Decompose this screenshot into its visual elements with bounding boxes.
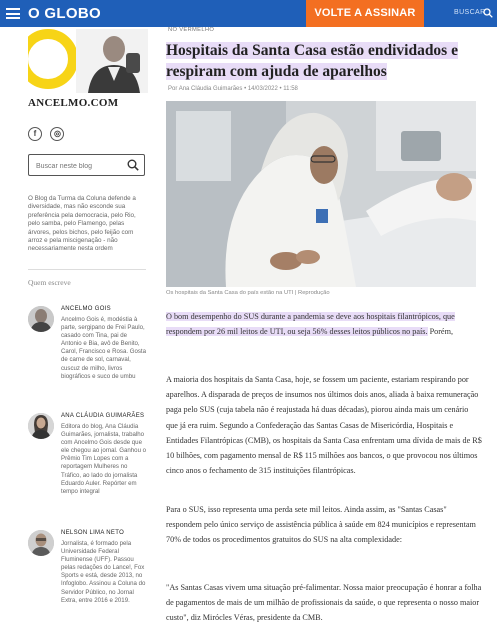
article-paragraph: "As Santas Casas vivem uma situação pré-falimentar. Nossa maior preocupação é honrar a folha de pagamentos de mais de um milhão de profissionais da saúde, o que representa o nosso maior custo", diz Mirócles Véras, presidente da CMB.	[166, 583, 482, 623]
article-lead	[166, 309, 482, 339]
blog-search-input[interactable]	[29, 157, 124, 177]
article-tag[interactable]: NO VERMELHO	[168, 27, 215, 33]
header-search-label[interactable]: BUSCAR	[454, 9, 486, 16]
article-headline	[166, 40, 476, 82]
lead-rest: Porém,	[427, 327, 453, 337]
author-name[interactable]: ANA CLÁUDIA GUIMARÃES	[61, 413, 145, 419]
author-photo[interactable]	[28, 530, 54, 556]
author-card	[28, 413, 148, 523]
sidebar-divider	[28, 269, 146, 270]
blog-description: O Blog da Turma da Coluna defende a diversidade, mas não esconde sua preferência pela democracia, pelo Rio, pelo samba, pelo Flamengo, pelas árvores, pelos bichos, pelo feijão com arroz e pela miscigenação - não necessariamente nesta ordem	[28, 195, 136, 253]
blog-name[interactable]: ANCELMO.COM	[28, 97, 119, 109]
article-hero-image	[166, 101, 476, 287]
search-icon[interactable]	[127, 159, 139, 171]
author-bio: Ancelmo Gois é, modéstia à parte, sergipano de Frei Paulo, casado com Tina, pai de Antonio e Bia, avô de Benito, Carol, Francisco e Rosa. Gosta de carne de sol, carnaval, cuscuz de milho, livros biográficos e suco de umbu	[61, 316, 147, 380]
article-byline	[168, 86, 298, 92]
author-bio: Jornalista, é formado pela Universidade Federal Fluminense (UFF). Passou pelas redações do Lance!, Fox Sports e está, desde 2013, no Infoglobo. Assinou a Coluna do Servidor Público, no Jornal Extra, entre 2016 e 2019.	[61, 540, 146, 604]
image-caption: Os hospitais da Santa Casa do país estão na UTI | Reprodução	[166, 290, 330, 296]
author-name[interactable]: NELSON LIMA NETO	[61, 530, 125, 536]
instagram-icon[interactable]: ◎	[50, 127, 64, 141]
article-paragraph: A maioria dos hospitais da Santa Casa, hoje, se fossem um paciente, estariam respirando por aparelhos. A disparada de preços de insumos nos últimos dois anos, aliada à baixa remuneração paga pelo SUS (cuja tabela não é reajustada há duas décadas), piorou ainda mais um cenário que já era ruim. Segundo a Confederação das Santas Casas de Misericórdia, Hospitais e Entidades Filantrópicas (CMB), os hospitais da Santa Casa enfrentam uma dívida de mais de R$ 10 bilhões, com pagamento mensal de R$ 115 milhões aos bancos, o que provocou nos últimos cinco anos o fechamento de 315 instituições filantrópicas.	[166, 375, 482, 476]
author-card	[28, 306, 148, 411]
author-photo[interactable]	[28, 413, 54, 439]
search-icon[interactable]	[483, 8, 493, 18]
facebook-icon[interactable]: f	[28, 127, 42, 141]
byline-author[interactable]: Ana Cláudia Guimarães	[178, 86, 243, 92]
author-name[interactable]: ANCELMO GOIS	[61, 306, 111, 312]
author-card	[28, 530, 148, 629]
menu-icon[interactable]	[6, 8, 20, 19]
subscribe-button[interactable]: VOLTE A ASSINAR	[306, 0, 424, 27]
blog-sidebar	[0, 27, 160, 629]
author-bio: Editora do blog, Ana Cláudia Guimarães, jornalista, trabalho com Ancelmo Gois desde que ele chegou ao jornal. Ganhou o Prêmio Tim Lopes com a reportagem Mulheres no Tráfico, ao lado do jornalista Eduardo Auler. Repórter em tempo integral	[61, 423, 147, 495]
blog-search-box	[28, 154, 145, 176]
headline-text: Hospitais da Santa Casa estão endividados e respiram com ajuda de aparelhos	[166, 42, 458, 80]
article-paragraph: Para o SUS, isso representa uma perda sete mil leitos. Ainda assim, as "Santas Casas" respondem pelo único serviço de assistência pública à saúde em 824 municípios e representam 70% de todos os procedimentos gratuitos do SUS na alta complexidade:	[166, 505, 476, 545]
social-links	[28, 123, 68, 141]
brand-logo[interactable]: O GLOBO	[28, 5, 101, 22]
byline-date: • 14/03/2022 • 11:58	[244, 86, 298, 92]
top-navigation-bar	[0, 0, 497, 27]
blog-logo-image[interactable]	[28, 29, 148, 93]
writers-heading: Quem escreve	[28, 278, 71, 287]
author-photo[interactable]	[28, 306, 54, 332]
lead-highlight: O bom desempenho do SUS durante a pandemia se deve aos hospitais filantrópicos, que respondem por 26 mil leitos de UTI, ou seja 56% desses leitos públicos no país.	[166, 312, 455, 337]
byline-prefix: Por	[168, 86, 178, 92]
